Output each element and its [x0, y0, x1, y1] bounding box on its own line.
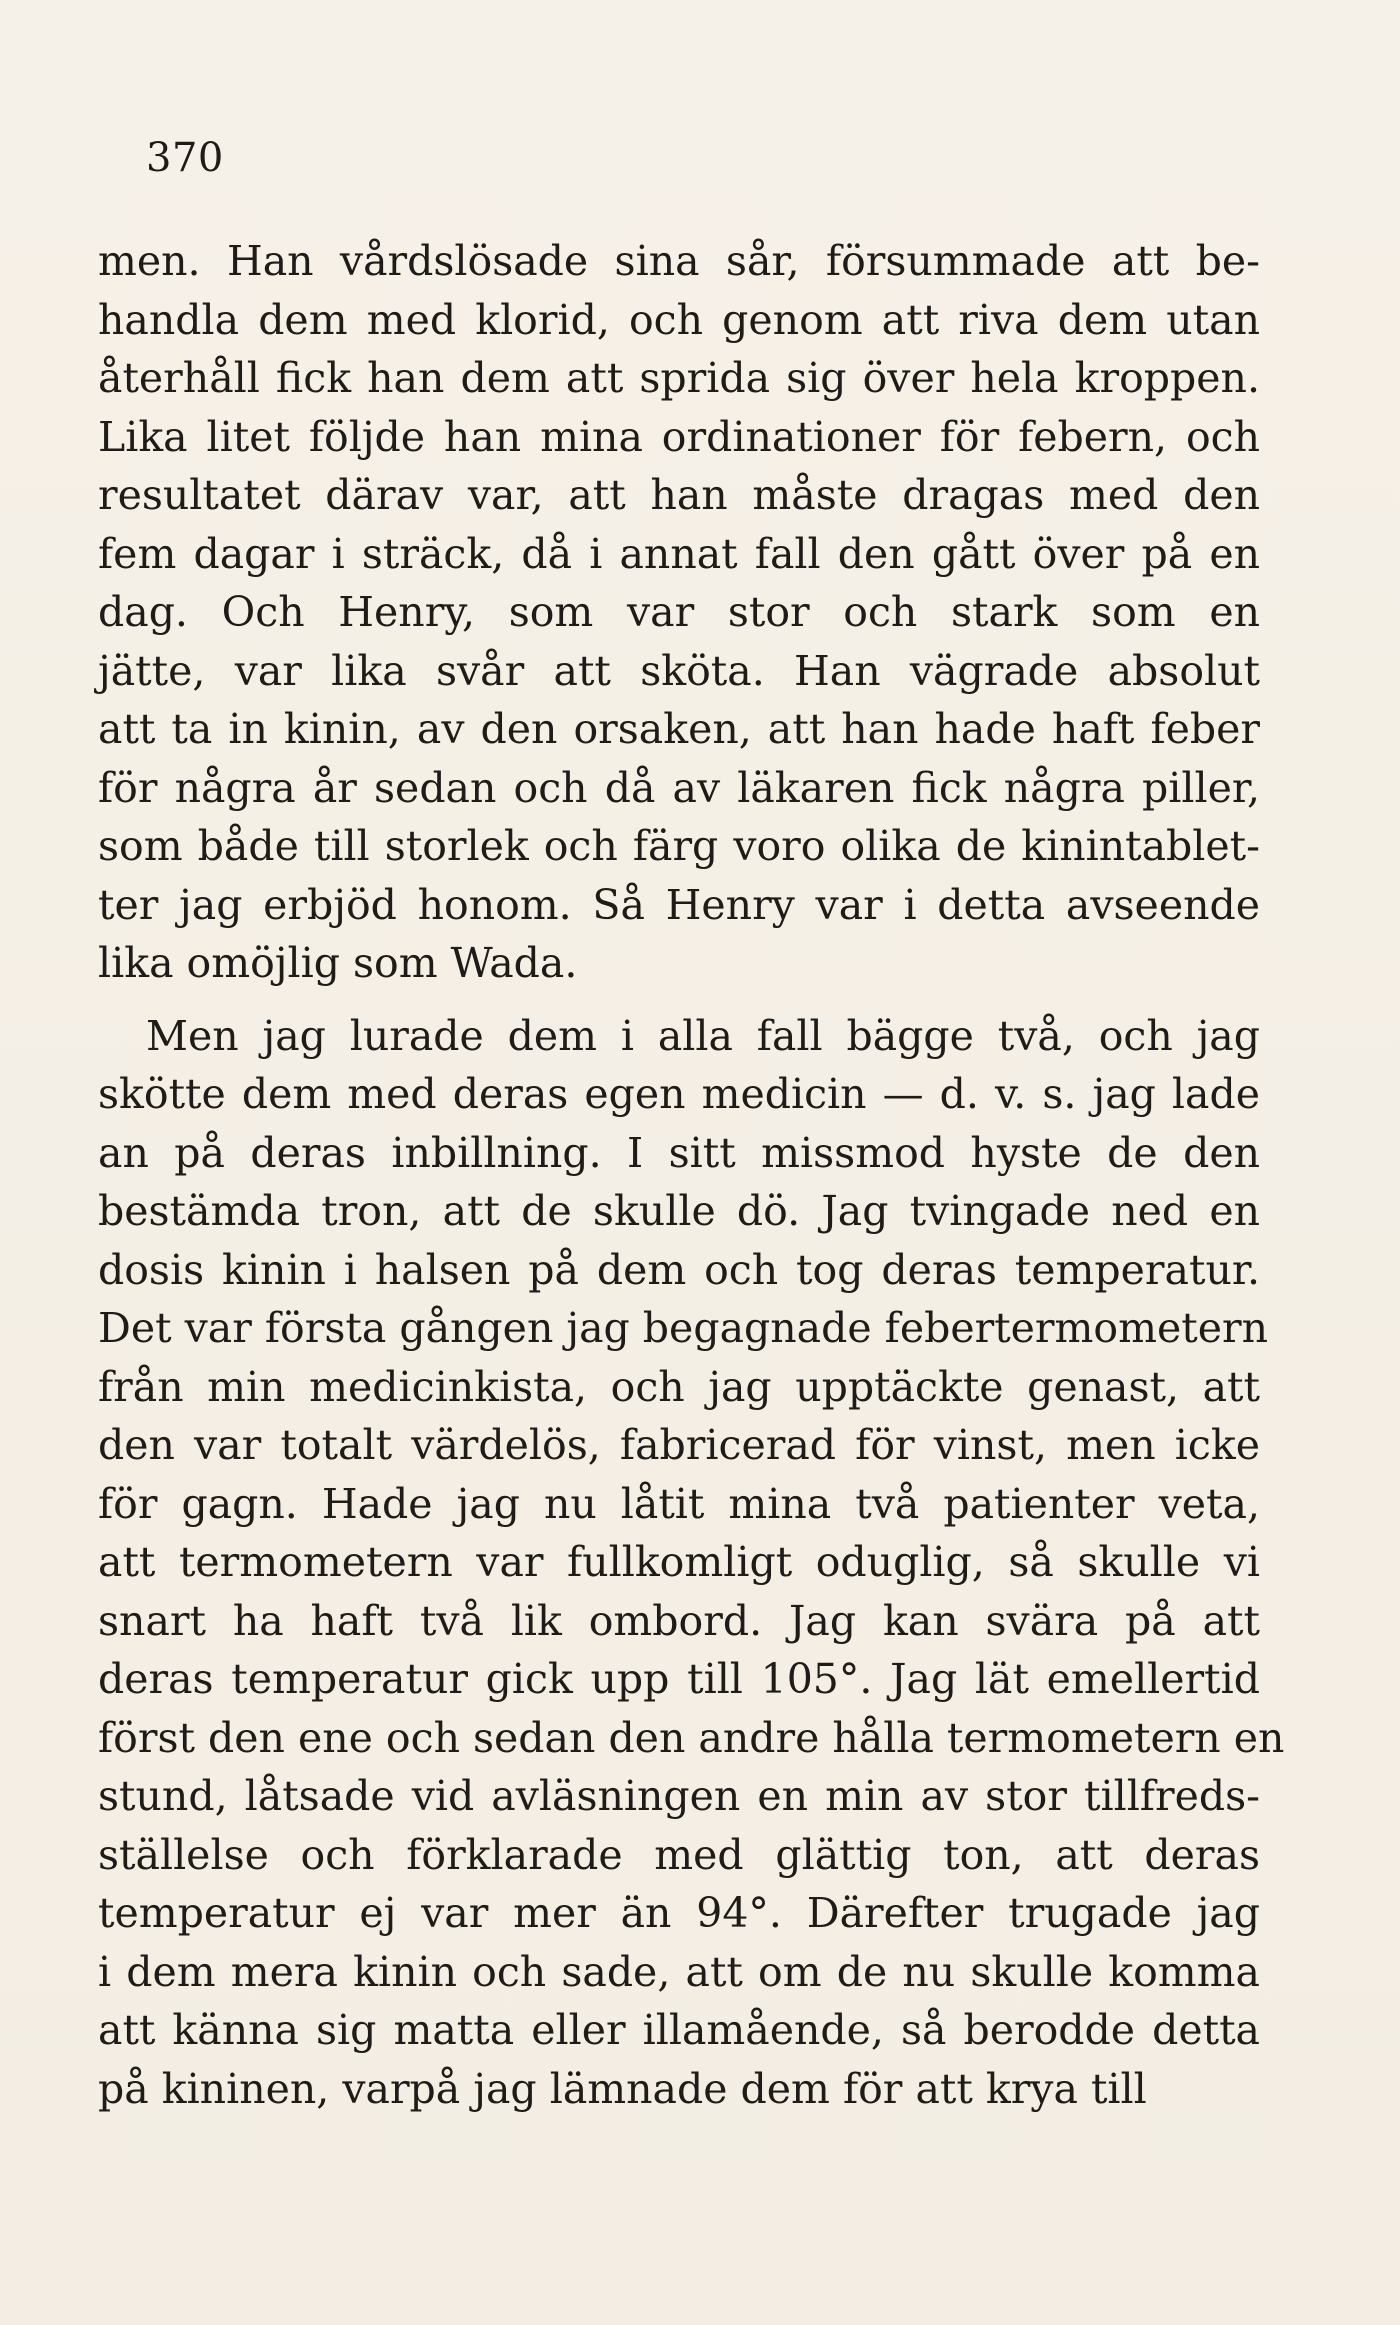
text-line: resultatet därav var, att han måste dragas med den: [98, 471, 1260, 519]
paragraph-1: [98, 232, 1260, 993]
text-line: jätte, var lika svår att sköta. Han vägrade absolut: [98, 646, 1260, 695]
body-text: [98, 232, 1285, 2118]
text-line: att ta in kinin, av den orsaken, att han hade haft feber: [98, 705, 1260, 753]
text-line: först den ene och sedan den andre hålla termometern en: [98, 1713, 1285, 1762]
text-line: men. Han vårdslösade sina sår, försummade att be-: [98, 237, 1260, 285]
text-line: Lika litet följde han mina ordinationer för febern, och: [98, 412, 1260, 461]
text-line: som både till storlek och färg voro olika de kinintablet-: [98, 822, 1260, 870]
text-line: bestämda tron, att de skulle dö. Jag tvingade ned en: [98, 1187, 1260, 1235]
text-line: deras temperatur gick upp till 105°. Jag lät emellertid: [98, 1655, 1260, 1703]
text-line: fem dagar i sträck, då i annat fall den gått över på en: [98, 529, 1260, 578]
text-line: att termometern var fullkomligt oduglig, så skulle vi: [98, 1538, 1260, 1586]
text-line: på kininen, varpå jag lämnade dem för att krya till: [98, 2064, 1147, 2113]
text-line: an på deras inbillning. I sitt missmod hyste de den: [98, 1128, 1260, 1177]
text-line: lika omöjlig som Wada.: [98, 939, 578, 987]
text-line: från min medicinkista, och jag upptäckte genast, att: [98, 1362, 1260, 1411]
text-line: för gagn. Hade jag nu låtit mina två patienter veta,: [98, 1479, 1260, 1528]
text-line: Men jag lurade dem i alla fall bägge två, och jag: [146, 1011, 1260, 1060]
text-line: ter jag erbjöd honom. Så Henry var i detta avseende: [98, 880, 1260, 929]
text-line: temperatur ej var mer än 94°. Därefter trugade jag: [98, 1889, 1260, 1937]
paragraph-2: [98, 1007, 1285, 2119]
text-line: att känna sig matta eller illamående, så berodde detta: [98, 2006, 1260, 2054]
text-line: skötte dem med deras egen medicin — d. v. s. jag lade: [98, 1070, 1260, 1118]
text-line: Det var första gången jag begagnade febertermometern: [98, 1304, 1268, 1352]
text-line: återhåll fick han dem att sprida sig över hela kroppen.: [98, 354, 1260, 402]
text-line: den var totalt värdelös, fabricerad för vinst, men icke: [98, 1421, 1260, 1469]
text-line: handla dem med klorid, och genom att riva dem utan: [98, 295, 1260, 344]
text-line: dosis kinin i halsen på dem och tog deras temperatur.: [98, 1245, 1260, 1294]
text-line: snart ha haft två lik ombord. Jag kan svära på att: [98, 1596, 1260, 1645]
text-line: stund, låtsade vid avläsningen en min av stor tillfreds-: [98, 1772, 1260, 1820]
page-number: 370: [146, 135, 224, 181]
text-line: dag. Och Henry, som var stor och stark som en: [98, 588, 1260, 636]
text-line: för några år sedan och då av läkaren fick några piller,: [98, 763, 1260, 812]
text-line: i dem mera kinin och sade, att om de nu skulle komma: [98, 1947, 1260, 1996]
text-line: ställelse och förklarade med glättig ton, att deras: [98, 1830, 1260, 1879]
